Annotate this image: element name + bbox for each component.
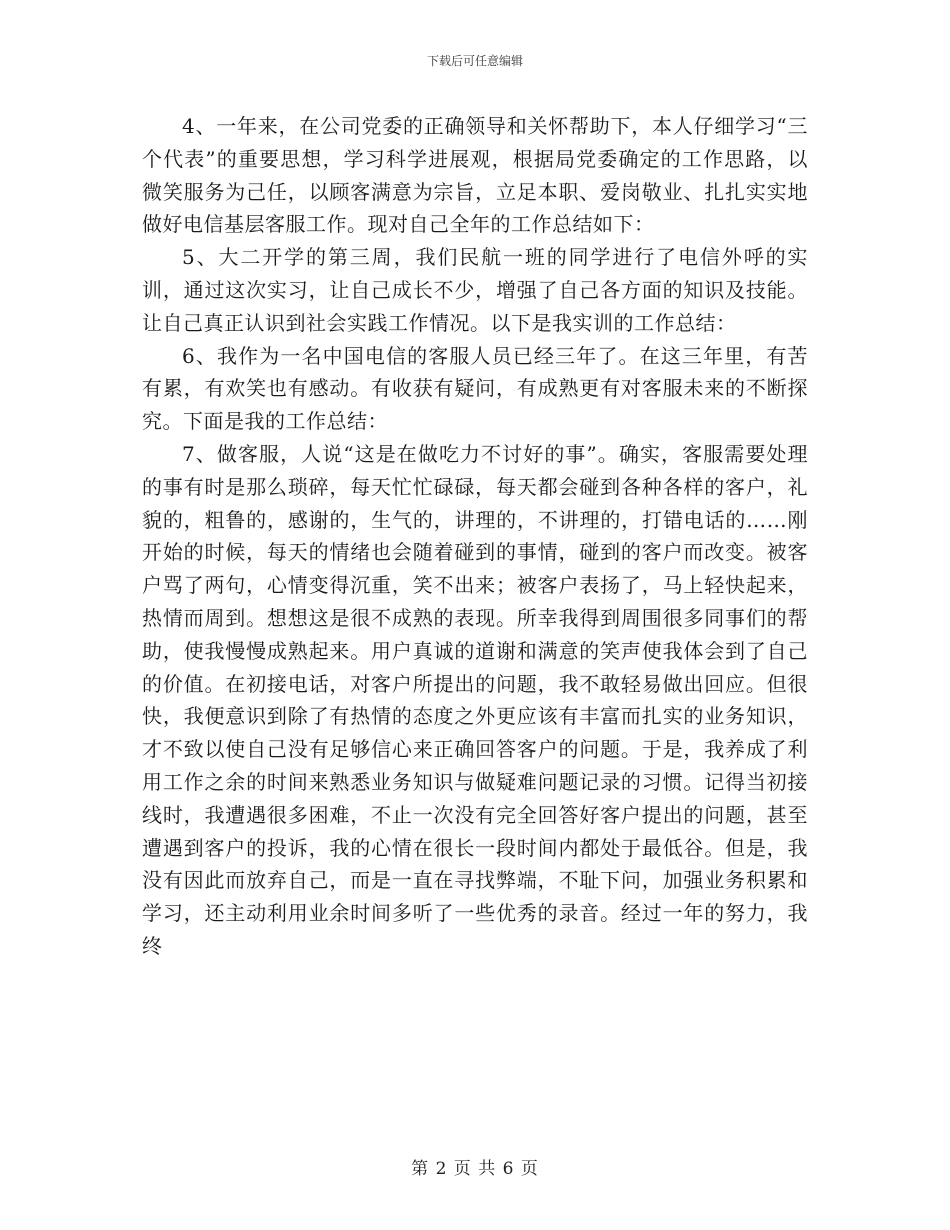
paragraph-5: 5、大二开学的第三周，我们民航一班的同学进行了电信外呼的实训，通过这次实习，让自己成长不少，增强了自己各方面的知识及技能。让自己真正认识到社会实践工作情况。以下是我实训的工作总结： — [142, 245, 808, 335]
document-body — [142, 110, 808, 963]
paragraph-6: 6、我作为一名中国电信的客服人员已经三年了。在这三年里，有苦有累，有欢笑也有感动。有收获有疑问，有成熟更有对客服未来的不断探究。下面是我的工作总结： — [142, 343, 808, 434]
paragraph-4: 4、一年来，在公司党委的正确领导和关怀帮助下，本人仔细学习“三个代表”的重要思想，学习科学进展观，根据局党委确定的工作思路，以微笑服务为己任，以顾客满意为宗旨，立足本职、爱岗敬业、扎扎实实地做好电信基层客服工作。现对自己全年的工作总结如下： — [142, 114, 808, 237]
paragraph-7: 7、做客服，人说“这是在做吃力不讨好的事”。确实，客服需要处理的事有时是那么琐碎，每天忙忙碌碌，每天都会碰到各种各样的客户，礼貌的，粗鲁的，感谢的，生气的，讲理的，不讲理的，打错电话的……刚开始的时候，每天的情绪也会随着碰到的事情，碰到的客户而改变。被客户骂了两句，心情变得沉重，笑不出来；被客户表扬了，马上轻快起来，热情而周到。想想这是很不成熟的表现。所幸我得到周围很多同事们的帮助，使我慢慢成熟起来。用户真诚的道谢和满意的笑声使我体会到了自己的价值。在初接电话，对客户所提出的问题，我不敢轻易做出回应。但很快，我便意识到除了有热情的态度之外更应该有丰富而扎实的业务知识，才不致以使自己没有足够信心来正确回答客户的问题。于是，我养成了利用工作之余的时间来熟悉业务知识与做疑难问题记录的习惯。记得当初接线时，我遭遇很多困难，不止一次没有完全回答好客户提出的问题，甚至遭遇到客户的投诉，我的心情在很长一段时间内都处于最低谷。但是，我没有因此而放弃自己，而是一直在寻找弊端，不耻下问，加强业务积累和学习，还主动利用业余时间多听了一些优秀的录音。经过一年的努力，我终 — [142, 441, 808, 958]
page-number: 第 2 页 共 6 页 — [411, 1159, 539, 1179]
page-header: 下载后可任意编辑 — [426, 54, 523, 68]
